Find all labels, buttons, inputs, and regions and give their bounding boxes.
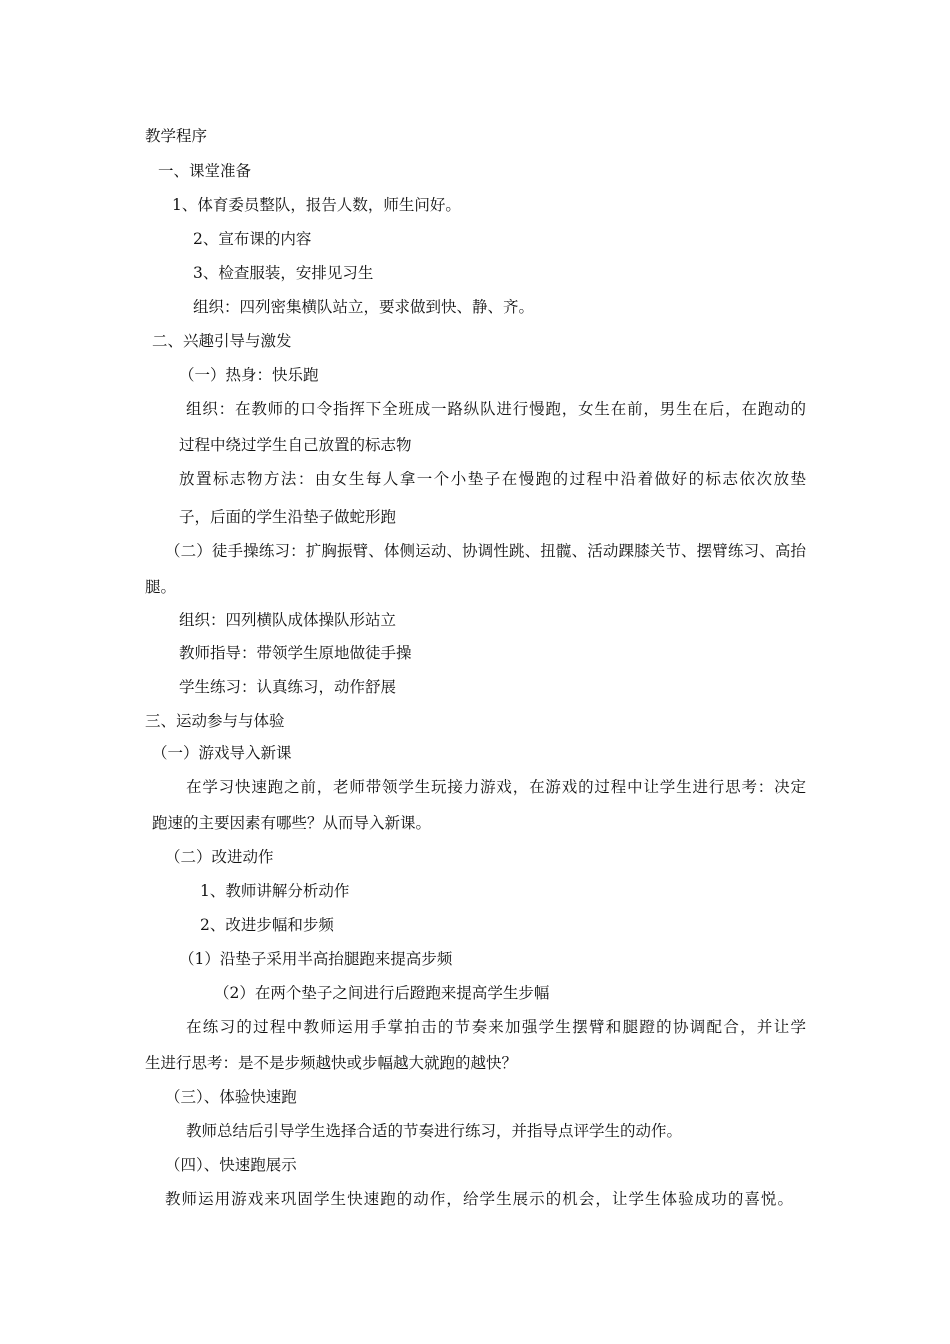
list-item: 2、宣布课的内容 xyxy=(193,230,312,248)
list-item: 1、教师讲解分析动作 xyxy=(200,882,350,900)
list-item: （2）在两个垫子之间进行后蹬跑来提高学生步幅 xyxy=(214,984,550,1002)
list-item: 1、体育委员整队，报告人数，师生问好。 xyxy=(172,196,461,214)
paragraph-line: 教师指导：带领学生原地做徒手操 xyxy=(179,644,412,662)
paragraph-line: 跑速的主要因素有哪些？从而导入新课。 xyxy=(152,814,432,832)
paragraph-line: 放置标志物方法：由女生每人拿一个小垫子在慢跑的过程中沿着做好的标志依次放垫 xyxy=(179,470,806,488)
paragraph-line: 学生练习：认真练习，动作舒展 xyxy=(179,678,397,696)
section-heading: 一、课堂准备 xyxy=(158,162,252,180)
subsection-heading: （一）热身：快乐跑 xyxy=(179,366,319,384)
list-item: 2、改进步幅和步频 xyxy=(200,916,334,934)
paragraph-line: 组织：在教师的口令指挥下全班成一路纵队进行慢跑，女生在前，男生在后，在跑动的 xyxy=(186,400,806,418)
subsection-heading: （四）、快速跑展示 xyxy=(165,1156,297,1174)
list-item: （1）沿垫子采用半高抬腿跑来提高步频 xyxy=(179,950,453,968)
paragraph-line: 组织：四列横队成体操队形站立 xyxy=(179,611,397,629)
document-title: 教学程序 xyxy=(145,127,208,145)
paragraph-line: 过程中绕过学生自己放置的标志物 xyxy=(179,436,412,454)
paragraph-line: 教师运用游戏来巩固学生快速跑的动作，给学生展示的机会，让学生体验成功的喜悦。 xyxy=(165,1190,793,1208)
paragraph-line: 腿。 xyxy=(145,578,177,596)
paragraph-line: 子，后面的学生沿垫子做蛇形跑 xyxy=(179,508,397,526)
paragraph-line: 教师总结后引导学生选择合适的节奏进行练习，并指导点评学生的动作。 xyxy=(186,1122,683,1140)
section-heading: 三、运动参与与体验 xyxy=(145,712,285,730)
subsection-heading: （一）游戏导入新课 xyxy=(152,744,292,762)
list-item: 3、检查服装，安排见习生 xyxy=(193,264,374,282)
subsection-heading: （二）改进动作 xyxy=(165,848,274,866)
subsection-heading: （三）、体验快速跑 xyxy=(165,1088,297,1106)
section-heading: 二、兴趣引导与激发 xyxy=(152,332,292,350)
paragraph-line: 组织：四列密集横队站立，要求做到快、静、齐。 xyxy=(193,298,535,316)
paragraph-line: 在练习的过程中教师运用手掌拍击的节奏来加强学生摆臂和腿蹬的协调配合，并让学 xyxy=(186,1018,806,1036)
paragraph-line: 生进行思考：是不是步频越快或步幅越大就跑的越快？ xyxy=(145,1054,518,1072)
subsection-heading: （二）徒手操练习：扩胸振臂、体侧运动、协调性跳、扭髋、活动踝膝关节、摆臂练习、高抬 xyxy=(165,542,806,560)
paragraph-line: 在学习快速跑之前，老师带领学生玩接力游戏，在游戏的过程中让学生进行思考：决定 xyxy=(186,778,806,796)
